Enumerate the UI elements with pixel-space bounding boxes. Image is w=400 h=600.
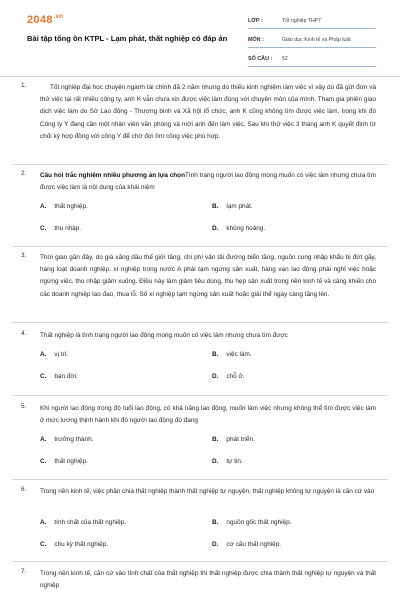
question-separator [12, 322, 388, 323]
option-c[interactable]: C. bạn đời. [40, 373, 78, 380]
question-text: Trong nền kinh tế, căn cứ vào tính chất của thất nghiệp thì thất nghiệp được chia thành thất nghiệp tự nguyện và thất nghiệp [40, 570, 376, 590]
question-number: 7. [21, 568, 27, 575]
question-text: Trong nền kinh tế, việc phân chia thất nghiệp thành thất nghiệp tự nguyện, thất nghiệp không tự nguyện là căn cứ vào [40, 488, 375, 495]
meta-class [248, 13, 376, 29]
meta-label: MÔN : [248, 36, 264, 43]
meta-label: SỐ CÂU : [248, 55, 273, 62]
option-a[interactable]: A. trưởng thành. [40, 436, 94, 443]
question-type-label: Câu hỏi trắc nghiệm nhiều phương án lựa chọn [40, 172, 185, 179]
option-d[interactable]: D. cơ cấu thất nghiệp. [212, 541, 282, 548]
question-number: 3. [21, 252, 27, 259]
option-c[interactable]: C. chu kỳ thất nghiệp. [40, 541, 109, 548]
question-text: Khi người lao động trong độ tuổi lao động, có khả năng lao động, muốn làm việc nhưng không thể tìm được việc làm ở mức lương thịnh hành khi đó người lao động đó đang [40, 405, 376, 425]
exam-meta [248, 13, 376, 70]
option-b[interactable]: B. nguồn gốc thất nghiệp. [212, 519, 292, 526]
option-b[interactable]: B. lạm phát. [212, 203, 253, 210]
site-logo[interactable]: $2048^{.vn}$ [27, 14, 64, 26]
question-separator [12, 246, 388, 247]
question-text: Thời gian gần đây, do giá xăng dầu thế giới tăng, chi phí vận tải đường biển tăng, nguồn cung nhập khẩu bị đứt gãy, hàng loạt doanh nghiệp, xí nghiệp trong nước A phải tạm ngưng sản xuất, hàng vạn lao động phải nghỉ việc hoặc ngừng việc, thu nhập giảm xuống. Điều này làm giảm tiêu dùng, thu hẹp sản xuất trong nền kinh tế và càng khiến cho các doanh nghiệp lao đao, thua lỗ. Số xí nghiệp tạm ngừng sản xuất hoặc giải thể ngày càng tăng lên. [40, 254, 376, 298]
option-d[interactable]: D. khủng hoảng. [212, 225, 266, 232]
question-separator [12, 164, 388, 165]
question-number: 5. [21, 403, 27, 410]
meta-value: 52 [282, 55, 288, 62]
question-number: 6. [21, 486, 27, 493]
question-number: 2. [21, 170, 27, 177]
option-b[interactable]: B. việc làm. [212, 351, 252, 358]
question-text: Câu hỏi trắc nghiệm nhiều phương án lựa chọnTình trạng người lao động mong muốn có việc làm nhưng chưa tìm được việc làm là nội dung của khái niệm [40, 172, 376, 192]
option-a[interactable]: A. thất nghiệp. [40, 203, 88, 210]
question-list [0, 76, 400, 600]
question-separator [12, 479, 388, 480]
question-number: 4. [21, 330, 27, 337]
question-separator [12, 561, 388, 562]
option-a[interactable]: A. vị trí. [40, 351, 69, 358]
page-header [0, 0, 400, 76]
option-a[interactable]: A. tính chất của thất nghiệp. [40, 519, 127, 526]
meta-label: LỚP : [248, 17, 263, 24]
option-d[interactable]: D. chỗ ở. [212, 373, 245, 380]
meta-subject [248, 32, 376, 48]
option-c[interactable]: C. thất nghiệp. [40, 458, 88, 465]
question-number: 1. [21, 82, 27, 89]
option-d[interactable]: D. tự tin. [212, 458, 243, 465]
question-separator [12, 395, 388, 396]
option-c[interactable]: C. thu nhập. [40, 225, 82, 232]
question-text: Thất nghiệp là tình trạng người lao động mong muốn có việc làm nhưng chưa tìm được [40, 332, 288, 339]
option-b[interactable]: B. phát triển. [212, 436, 255, 443]
meta-value: Tốt nghiệp THPT [282, 17, 322, 24]
page-title: Bài tập tổng ôn KTPL - Lạm phát, thất nghiệp có đáp án [27, 34, 228, 43]
question-text: Tốt nghiệp đại học chuyên ngành tài chính đã 2 năm nhưng do thiếu kinh nghiệm làm việc vì vậy dù đã gửi đơn và thử việc tại rất nhiều công ty, anh K vẫn chưa xin được việc làm đúng với chuyên môn của mình. Tham gia phiên giao dịch việc làm do Sở Lao động - Thương binh và Xã hội tổ chức, anh K cũng không tìm được việc làm, trong khi đó Công ty Y đang cần một nhân viên văn phòng và mời anh đến làm việc. Sau khi thử việc 3 tháng anh K quyết định từ chối ký hợp đồng với công Y để chờ đợi tìm công việc phù hợp. [40, 84, 376, 140]
meta-question-count [248, 51, 376, 67]
meta-value: Giáo dục Kinh tế và Pháp luật [282, 36, 351, 43]
